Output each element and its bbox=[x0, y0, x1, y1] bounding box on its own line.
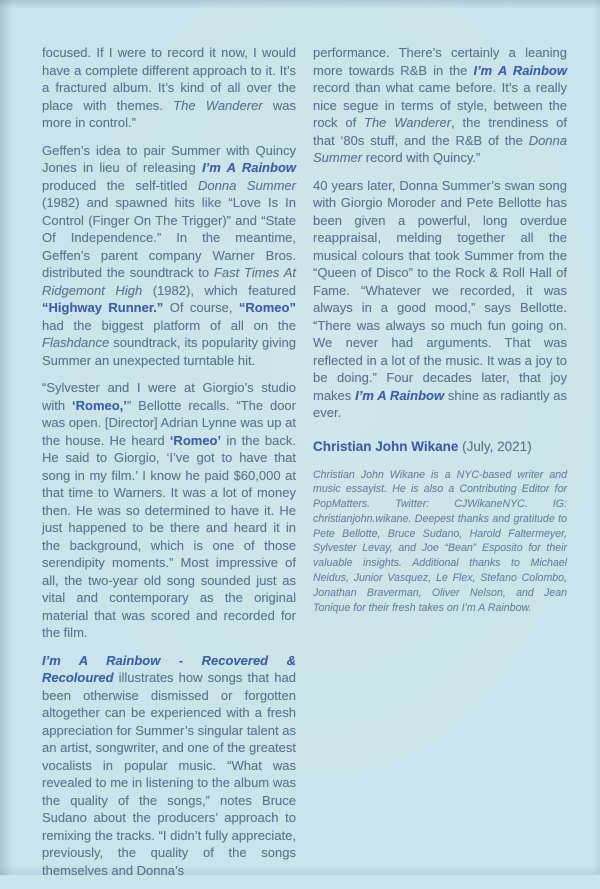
emphasis-text-run: “Romeo” bbox=[238, 300, 296, 315]
paragraph bbox=[313, 177, 567, 422]
text-run: record than what came before. It’s a really nice segue in terms of style, between the rock of bbox=[313, 80, 567, 130]
emphasis-text-run: “Highway Runner.” bbox=[42, 300, 164, 315]
text-run: focused. If I were to record it now, I would have a complete different approach to it. It’s a fractured album. It’s kind of all over the place with themes. bbox=[42, 45, 296, 113]
text-run: (July, 2021) bbox=[458, 438, 532, 454]
text-run: had the biggest platform of all on the bbox=[42, 317, 296, 333]
emphasis-text-run: Flashdance bbox=[42, 335, 110, 350]
paragraph bbox=[42, 379, 296, 642]
paragraph bbox=[313, 44, 567, 167]
author-byline bbox=[313, 438, 567, 455]
text-run: Christian John Wikane is a NYC-based writer and music essayist. He is also a Contributing Editor for PopMatters. Twitter: CJWikaneNYC. IG: christianjohn.wikane. Deepest thanks and gratitude to Pete Bellotte, Bruce Sudano, Harold Faltermeyer, Sylvester Levay, and Joe “Bean” Esposito for their valuable insights. Additional thanks to Michael Neidus, Junior Vasquez, Le Flex, Stefano Colombo, Jonathan Braverman, Oliver Nelson, and Jean Tonique for their fresh takes on I’m A Rainbow. bbox=[313, 468, 567, 614]
text-run: shine as radiantly as ever. bbox=[313, 387, 567, 420]
emphasis-text-run: I’m A Rainbow bbox=[202, 160, 296, 175]
emphasis-text-run: I’m A Rainbow - Recovered & Recoloured bbox=[42, 652, 296, 685]
text-run: Geffen’s idea to pair Summer with Quincy Jones in lieu of releasing bbox=[42, 142, 296, 175]
text-run: soundtrack, its popularity giving Summer an unexpected turntable hit. bbox=[42, 335, 296, 368]
text-run: illustrates how songs that had been otherwise dismissed or forgotten altogether can be experienced with a fresh appreciation for Summer’s singular talent as an artist, songwriter, and one of the greatest vocalists in popular music. “What was revealed to me in listening to the album was the quality of the songs,” notes Bruce Sudano about the producers’ approach to remixing the tracks. “I didn’t fully appreciate, previously, the quality of the songs themselves and Donna’s bbox=[42, 670, 296, 878]
page-content bbox=[42, 44, 567, 889]
paragraph bbox=[42, 652, 296, 880]
text-column-left bbox=[42, 44, 296, 889]
text-run: “Sylvester and I were at Giorgio’s studio with bbox=[42, 380, 296, 413]
text-run: (1982) and spawned hits like “Love Is In Control (Finger On The Trigger)” and “State Of Independence.” In the meantime, Geffen’s parent company Warner Bros. distributed the soundtrack to bbox=[42, 195, 296, 280]
emphasis-text-run: The Wanderer bbox=[364, 115, 452, 130]
emphasis-text-run: Donna Summer bbox=[313, 132, 567, 165]
paragraph bbox=[42, 44, 296, 132]
text-run: was more in control.” bbox=[42, 97, 296, 130]
text-run: in the back. He said to Giorgio, ‘I’ve got to have that song in my film.’ I know he paid $60,000 at that time to Warners. It was a lot of money then. He was so determined to have it. He just happened to be there and heard it in the background, which is one of those serendipity moments.” Most impressive of all, the two-year old song sounded just as vital and contemporary as the original material that was scored and recorded for the film. bbox=[42, 432, 296, 640]
text-run: ” Bellotte recalls. “The door was open. [Director] Adrian Lynne was up at the house. He heard bbox=[42, 397, 296, 448]
text-run: 40 years later, Donna Summer’s swan song with Giorgio Moroder and Pete Bellotte has been given a powerful, long overdue reappraisal, melding together all the musical colours that took Summer from the “Queen of Disco” to the Rock & Roll Hall of Fame. “Whatever we recorded, it was always in a good mood,” says Bellotte. “There was always so much fun going on. We never had arguments. That was reflected in a lot of the music. It was a joy to be doing.” Four decades later, that joy makes bbox=[313, 177, 567, 403]
text-run: (1982), which featured bbox=[142, 282, 296, 298]
text-run: record with Quincy.” bbox=[362, 150, 481, 165]
text-run: performance. There’s certainly a leaning more towards R&B in the bbox=[313, 45, 567, 78]
text-run: Of course, bbox=[163, 300, 239, 315]
paragraph bbox=[42, 142, 296, 370]
emphasis-text-run: The Wanderer bbox=[173, 97, 263, 113]
emphasis-text-run: I’m A Rainbow bbox=[355, 387, 445, 403]
emphasis-text-run: Donna Summer bbox=[198, 177, 296, 193]
author-bio bbox=[313, 468, 567, 616]
emphasis-text-run: I’m A Rainbow bbox=[473, 62, 567, 78]
text-run: produced the self-titled bbox=[42, 177, 198, 193]
emphasis-text-run: ‘Romeo’ bbox=[169, 432, 222, 448]
text-run: , the trendiness of that ‘80s stuff, and the R&B of the bbox=[313, 115, 568, 148]
emphasis-text-run: Christian John Wikane bbox=[313, 438, 459, 454]
text-column-right bbox=[313, 44, 567, 889]
emphasis-text-run: Fast Times At Ridgemont High bbox=[42, 265, 296, 298]
emphasis-text-run: ‘Romeo,’ bbox=[72, 397, 127, 413]
